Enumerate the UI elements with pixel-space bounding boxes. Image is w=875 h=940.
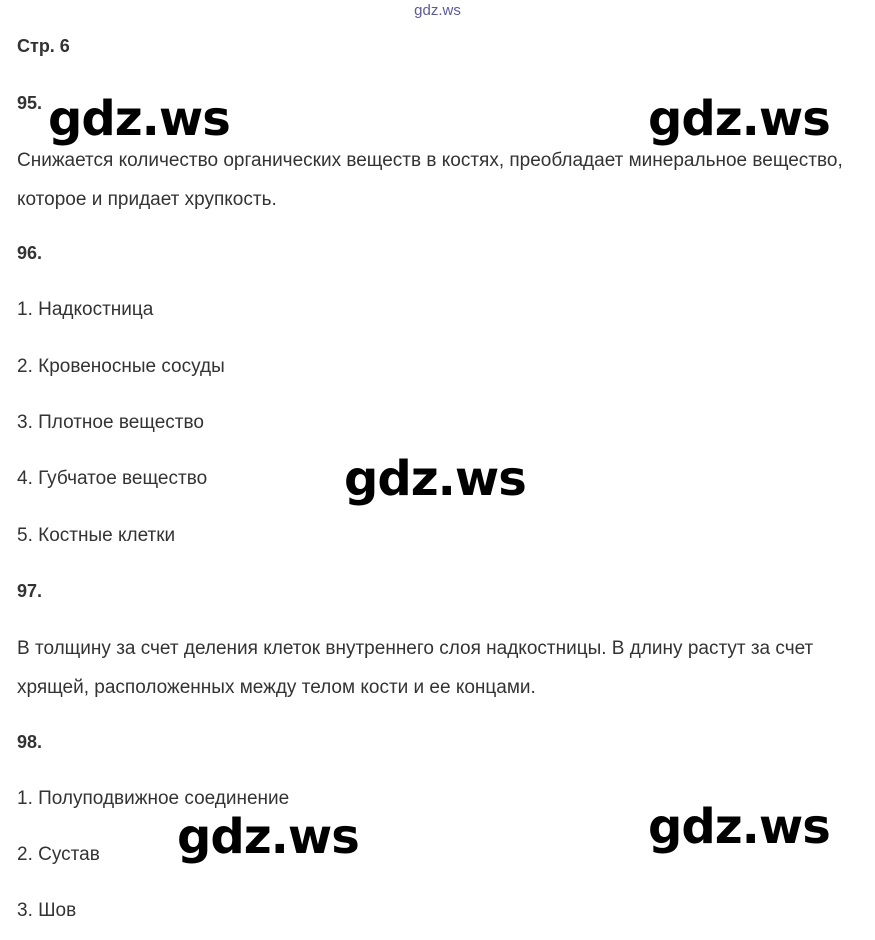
section-number-98: 98. <box>17 732 43 752</box>
list-item: 2. Кровеносные сосуды <box>17 356 225 377</box>
list-item: 1. Надкостница <box>17 299 154 320</box>
answer-95-text: Снижается количество органических веществ в костях, преобладает минеральное вещество, которое и придает хрупкость. <box>17 150 843 210</box>
watermark-logo: gdz.ws <box>344 451 526 507</box>
list-item: 2. Сустав <box>17 844 100 865</box>
top-watermark: gdz.ws <box>414 2 461 19</box>
list-item: 1. Полуподвижное соединение <box>17 788 290 809</box>
answer-97-text: В толщину за счет деления клеток внутреннего слоя надкостницы. В длину растут за счет хрящей, расположенных между телом кости и ее концами. <box>17 638 814 698</box>
list-item: 4. Губчатое вещество <box>17 468 208 489</box>
section-number-96: 96. <box>17 243 43 263</box>
watermark-logo: gdz.ws <box>648 91 830 147</box>
watermark-logo: gdz.ws <box>48 91 230 147</box>
page-label: Стр. 6 <box>17 36 70 56</box>
watermark-logo: gdz.ws <box>177 809 359 865</box>
section-number-95: 95. <box>17 93 43 113</box>
list-item: 3. Шов <box>17 900 77 921</box>
list-item: 5. Костные клетки <box>17 525 176 546</box>
watermark-logo: gdz.ws <box>648 799 830 855</box>
list-item: 3. Плотное вещество <box>17 412 204 433</box>
section-number-97: 97. <box>17 581 43 601</box>
